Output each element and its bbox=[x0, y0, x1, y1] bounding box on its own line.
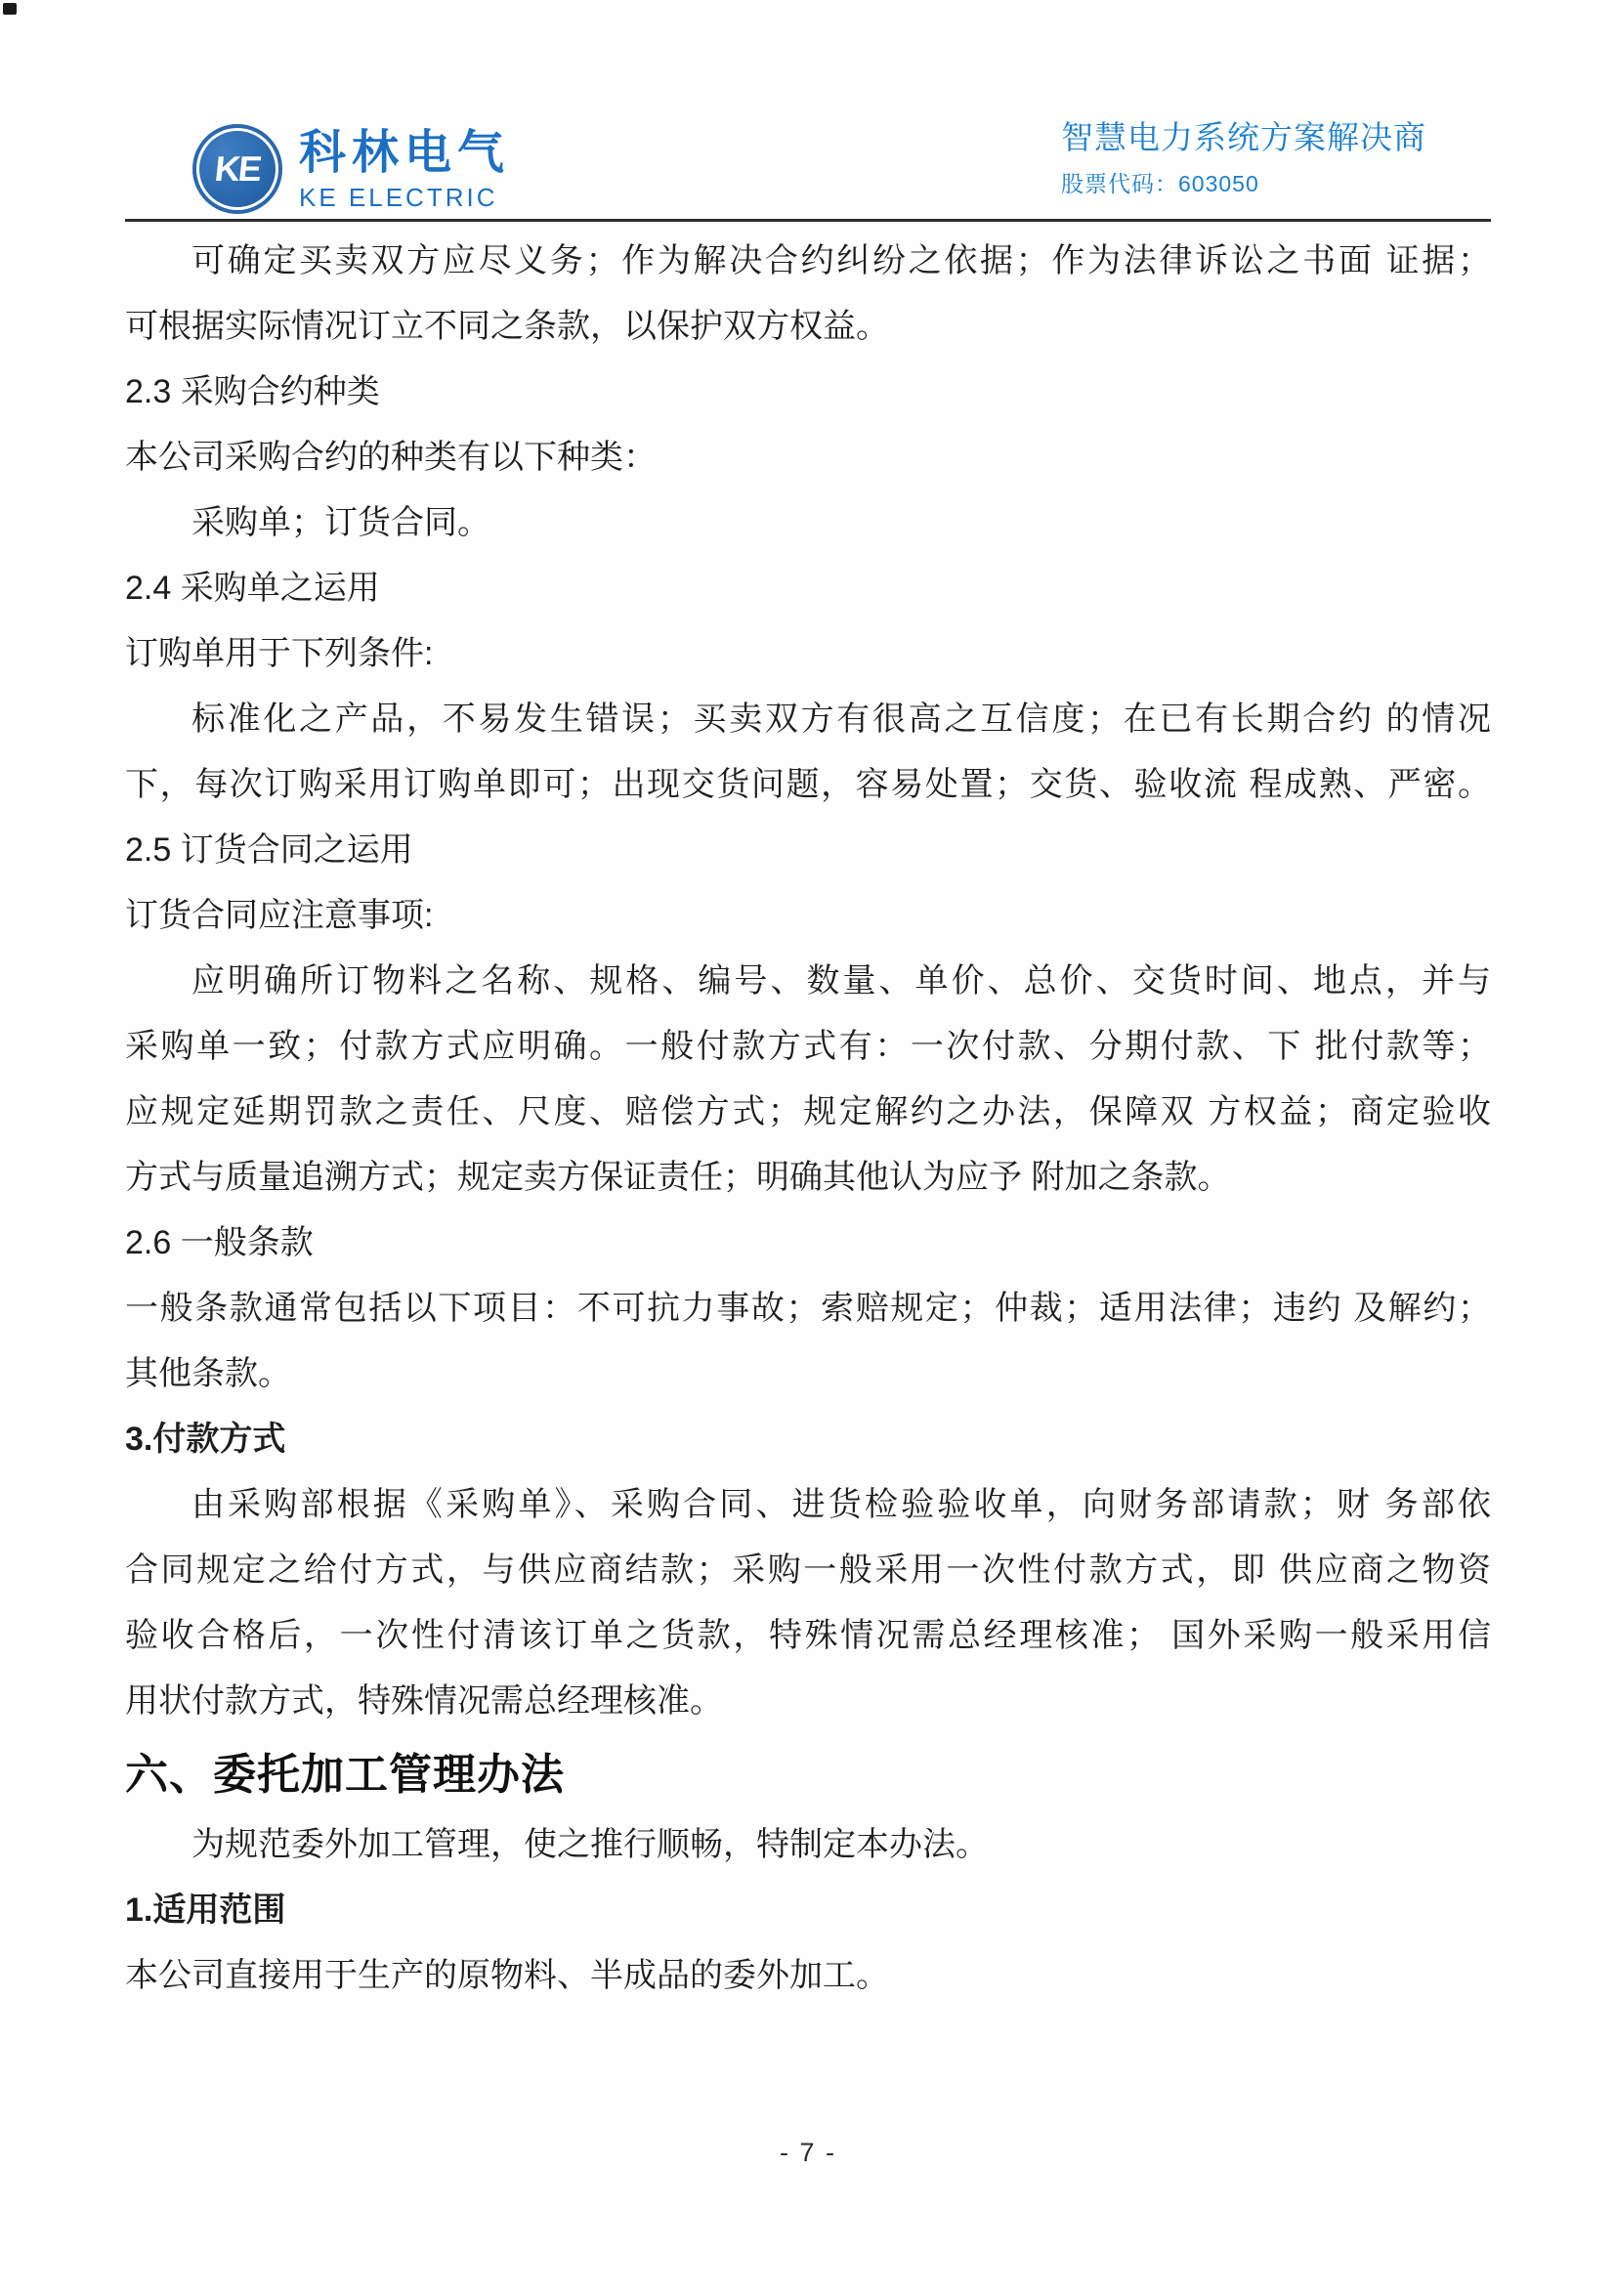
ke-logo-icon bbox=[192, 124, 282, 214]
body-line: 2.4 采购单之运用 bbox=[125, 570, 380, 607]
body-line: 一般条款通常包括以下项目：不可抗力事故；索赔规定；仲裁；适用法律；违约 及解约； bbox=[125, 1290, 1491, 1327]
company-slogan: 智慧电力系统方案解决商 bbox=[1061, 119, 1426, 155]
body-line: 验收合格后，一次性付清该订单之货款，特殊情况需总经理核准； 国外采购一般采用信 bbox=[125, 1617, 1491, 1654]
page-number: - 7 - bbox=[779, 2138, 836, 2167]
body-line: 订货合同应注意事项: bbox=[125, 897, 434, 934]
body-line: 合同规定之给付方式，与供应商结款；采购一般采用一次性付款方式，即 供应商之物资 bbox=[125, 1552, 1491, 1589]
body-line: 其他条款。 bbox=[125, 1355, 291, 1392]
company-name-cn: 科林电气 bbox=[299, 127, 511, 179]
body-line: 2.5 订货合同之运用 bbox=[125, 831, 413, 869]
company-logo-text bbox=[299, 127, 511, 212]
body-line: 可确定买卖双方应尽义务；作为解决合约纠纷之依据；作为法律诉讼之书面 证据； bbox=[191, 242, 1491, 279]
logo-monogram: KE bbox=[212, 149, 263, 189]
stock-code: 股票代码：603050 bbox=[1061, 171, 1259, 196]
body-line: 2.3 采购合约种类 bbox=[125, 373, 380, 410]
body-line: 标准化之产品，不易发生错误；买卖双方有很高之互信度；在已有长期合约 的情况 bbox=[191, 701, 1491, 738]
body-line: 采购单；订货合同。 bbox=[191, 504, 490, 541]
body-line: 本公司采购合约的种类有以下种类： bbox=[125, 439, 657, 476]
body-line: 用状付款方式，特殊情况需总经理核准。 bbox=[125, 1682, 723, 1720]
body-line: 本公司直接用于生产的原物料、半成品的委外加工。 bbox=[125, 1957, 889, 1994]
body-line: 2.6 一般条款 bbox=[125, 1224, 314, 1261]
body-line: 订购单用于下列条件: bbox=[125, 635, 434, 672]
body-line: 为规范委外加工管理，使之推行顺畅，特制定本办法。 bbox=[191, 1826, 989, 1863]
header-divider bbox=[125, 219, 1491, 222]
body-line: 3.付款方式 bbox=[125, 1421, 286, 1458]
header-right-block bbox=[1061, 121, 1426, 195]
company-name-en: KE ELECTRIC bbox=[299, 183, 498, 212]
body-line: 应规定延期罚款之责任、尺度、赔偿方式；规定解约之办法，保障双 方权益；商定验收 bbox=[125, 1093, 1491, 1130]
body-line: 下，每次订购采用订购单即可；出现交货问题，容易处置；交货、验收流 程成熟、严密。 bbox=[125, 766, 1491, 803]
body-line: 可根据实际情况订立不同之条款，以保护双方权益。 bbox=[125, 308, 889, 345]
body-line: 采购单一致；付款方式应明确。一般付款方式有：一次付款、分期付款、下 批付款等； bbox=[125, 1028, 1491, 1065]
body-line: 1.适用范围 bbox=[125, 1892, 286, 1929]
body-lines bbox=[125, 229, 1491, 2009]
section-heading: 六、委托加工管理办法 bbox=[125, 1751, 565, 1799]
body-line: 应明确所订物料之名称、规格、编号、数量、单价、总价、交货时间、地点，并与 bbox=[191, 962, 1491, 999]
scan-artifact bbox=[3, 3, 17, 15]
body-line: 方式与质量追溯方式；规定卖方保证责任；明确其他认为应予 附加之条款。 bbox=[125, 1159, 1231, 1196]
body-line: 由采购部根据《采购单》、采购合同、进货检验验收单，向财务部请款；财 务部依 bbox=[191, 1486, 1491, 1523]
